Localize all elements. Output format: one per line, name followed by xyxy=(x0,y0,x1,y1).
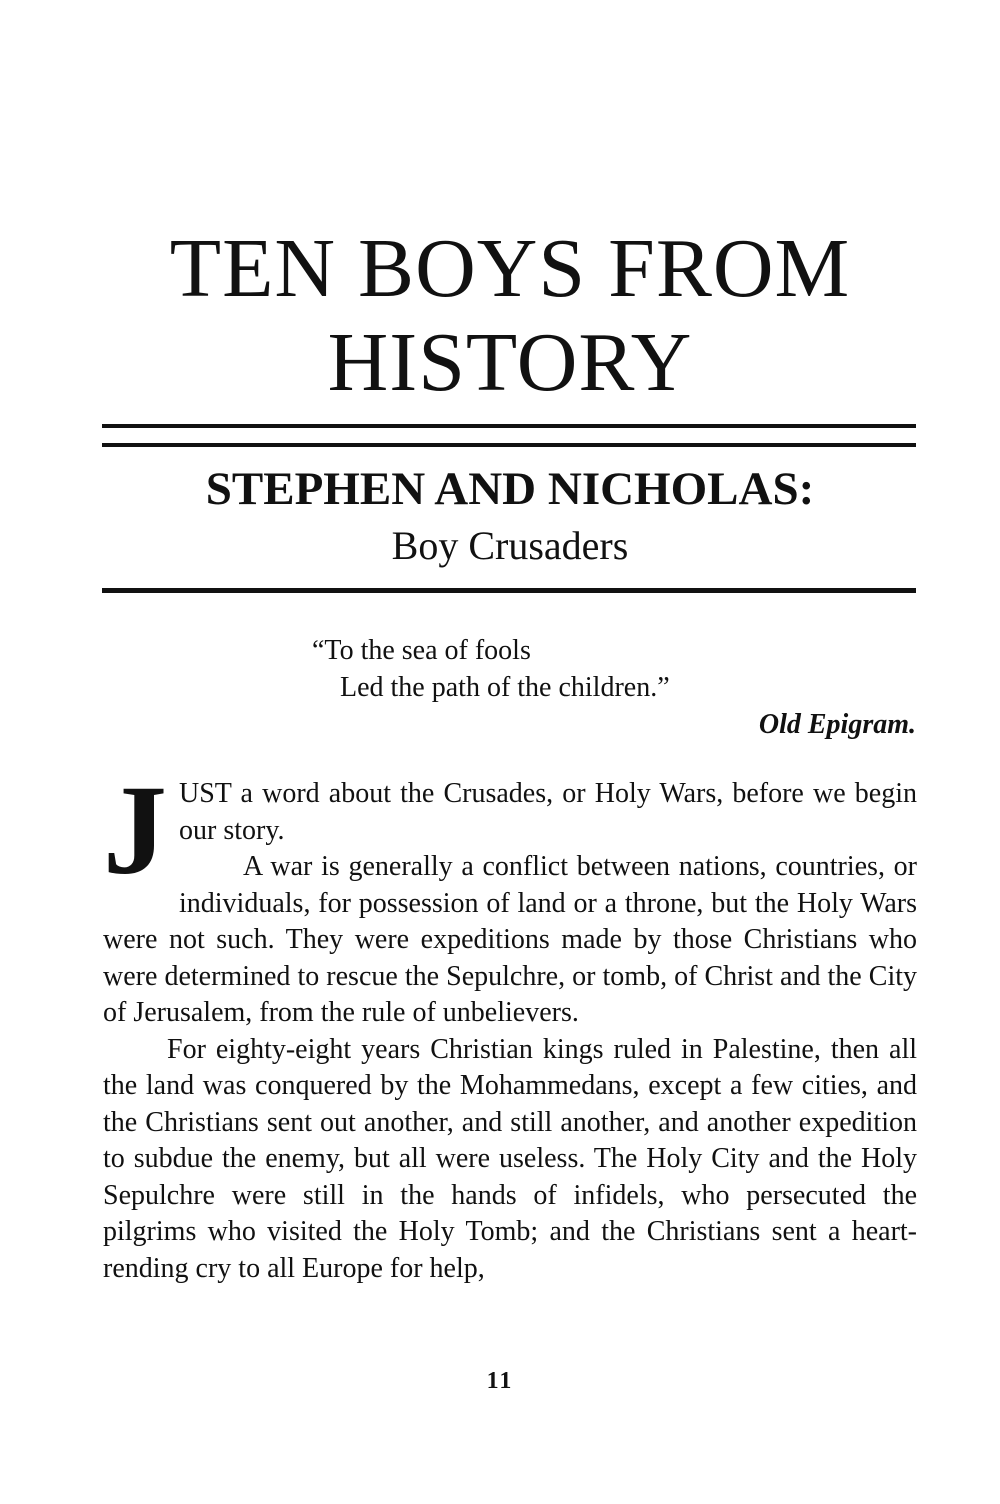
book-title-line-2: HISTORY xyxy=(327,316,693,409)
book-title xyxy=(100,222,920,410)
book-title-line-1: TEN BOYS FROM xyxy=(169,222,851,315)
body-text xyxy=(103,759,917,1287)
paragraph-1-text: UST a word about the Crusades, or Holy Wars, before we begin our story. xyxy=(179,778,917,846)
page-number: 11 xyxy=(486,1368,514,1394)
chapter-subtitle: Boy Crusaders xyxy=(391,523,629,568)
epigraph-line-1: “To the sea of fools xyxy=(312,635,531,666)
epigraph-line-2: Led the path of the children.” xyxy=(340,672,670,703)
epigraph-attribution: Old Epigram. xyxy=(758,709,916,740)
title-rule-top xyxy=(102,424,916,428)
chapter-rule-bottom xyxy=(102,588,916,593)
drop-cap: J xyxy=(103,759,167,901)
chapter-title: STEPHEN AND NICHOLAS: xyxy=(205,463,815,515)
paragraph-1 xyxy=(103,759,917,901)
paragraph-3: For eighty-eight years Christian kings ruled in Palestine, then all the land was conquered by the Mohammedans, except a few cities, and the Christians sent out another, and still another, and another expedition to subdue the enemy, but all were useless. The Holy City and the Holy Sepulchre were still in the hands of infidels, who persecuted the pilgrims who visited the Holy Tomb; and the Christians sent a heart-rending cry to all Europe for help, xyxy=(103,1033,917,1284)
paragraph-2: A war is generally a conflict between nations, countries, or individuals, for possession of land or a throne, but the Holy Wars were not such. They were expeditions made by those Christians who were determined to rescue the Sepulchre, or tomb, of Christ and the City of Jerusalem, from the rule of unbelievers. xyxy=(103,851,917,1028)
title-rule-second xyxy=(102,443,916,447)
